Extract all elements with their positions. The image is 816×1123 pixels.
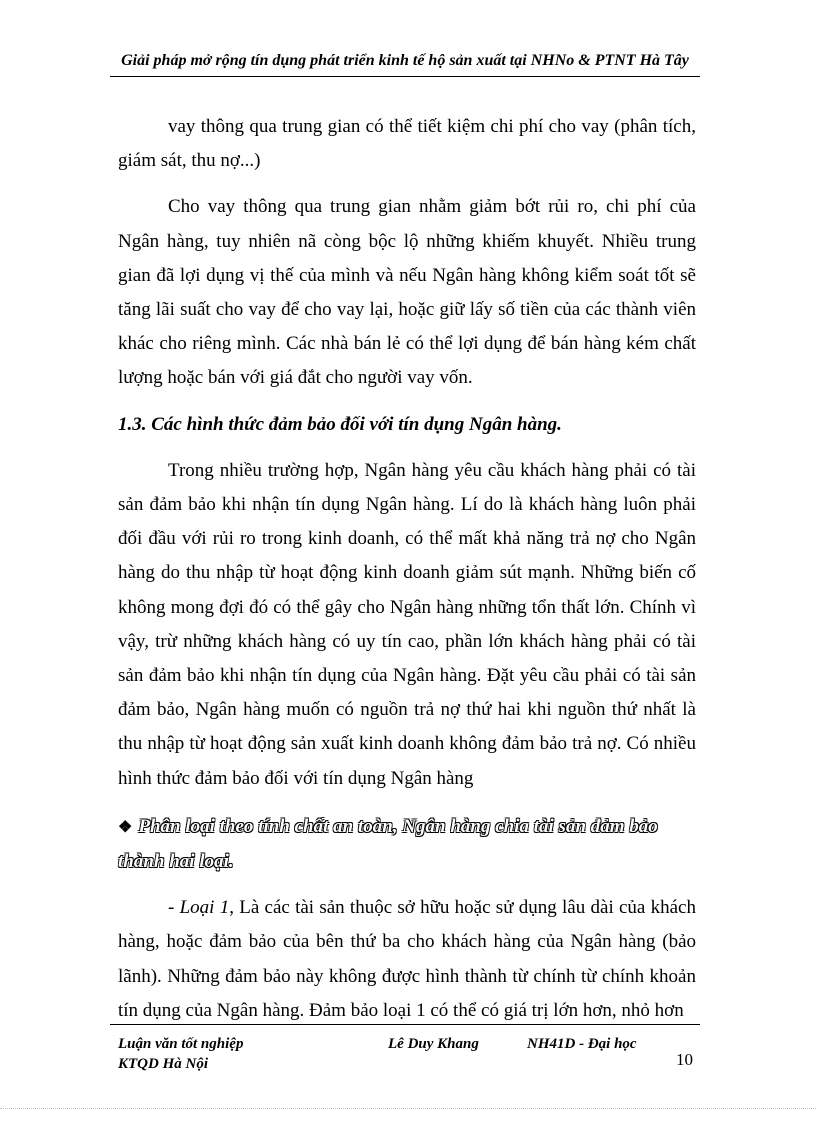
type-1-label: - Loại 1 (168, 897, 230, 919)
paragraph-4-text: , Là các tài sản thuộc sở hữu hoặc sử dụng lâu dài của khách hàng, hoặc đảm bảo của bên thứ ba cho khách hàng của Ngân hàng (bảo lãnh). Những đảm bảo này không được hình thành từ chính từ chính khoản tín dụng của Ngân hàng. Đảm bảo loại 1 có thể có giá trị lớn hơn, nhỏ hơn (118, 897, 696, 1021)
footer-rule (110, 1024, 700, 1025)
paragraph-2: Cho vay thông qua trung gian nhằm giảm bớt rủi ro, chi phí của Ngân hàng, tuy nhiên nã còng bộc lộ những khiếm khuyết. Nhiều trung gian đã lợi dụng vị thế của mình và nếu Ngân hàng không kiểm soát tốt sẽ tăng lãi suất cho vay để cho vay lại, hoặc giữ lấy số tiền của các thành viên khác cho riêng mình. Các nhà bán lẻ có thể lợi dụng để bán hàng kém chất lượng hoặc bán với giá đắt cho người vay vốn. (118, 196, 696, 389)
bullet-heading-text: Phân loại theo tính chất an toàn, Ngân hàng chia tài sản đảm bảo thành hai loại. (118, 815, 658, 873)
paragraph-4 (118, 891, 696, 1028)
page-header-title: Giải pháp mở rộng tín dụng phát triển kinh tế hộ sản xuất tại NHNo & PTNT Hà Tây (121, 52, 689, 69)
paragraph-3: Trong nhiều trường hợp, Ngân hàng yêu cầu khách hàng phải có tài sản đảm bảo khi nhận tín dụng Ngân hàng. Lí do là khách hàng luôn phải đối đầu với rủi ro trong kinh doanh, có thể mất khả năng trả nợ cho Ngân hàng do thu nhập từ hoạt động kinh doanh giảm sút mạnh. Những biến cố không mong đợi đó có thể gây cho Ngân hàng những tổn thất lớn. Chính vì vậy, trừ những khách hàng có uy tín cao, phần lớn khách hàng phải có tài sản đảm bảo khi nhận tín dụng của Ngân hàng. Đặt yêu cầu phải có tài sản đảm bảo, Ngân hàng muốn có nguồn trả nợ thứ hai khi nguồn thứ nhất là thu nhập từ hoạt động sản xuất kinh doanh không đảm bảo trả nợ. Có nhiều hình thức đảm bảo đối với tín dụng Ngân hàng (118, 459, 696, 789)
footer-thesis-label: Luận văn tốt nghiệp (118, 1036, 244, 1052)
diamond-bullet-icon: ❖ (118, 818, 133, 836)
footer-left (118, 1034, 243, 1074)
page-body (118, 110, 696, 1028)
paragraph-1: vay thông qua trung gian có thể tiết kiệm chi phí cho vay (phân tích, giám sát, thu nợ...) (118, 116, 696, 172)
page-edge-divider (0, 1108, 816, 1109)
section-heading: 1.3. Các hình thức đảm bảo đối với tín dụng Ngân hàng. (118, 413, 562, 435)
footer-university-label: KTQD Hà Nội (118, 1056, 208, 1072)
header-rule (110, 76, 700, 77)
footer-class: NH41D - Đại học (527, 1036, 637, 1052)
footer-author: Lê Duy Khang (388, 1036, 479, 1052)
page-number: 10 (676, 1050, 693, 1069)
bullet-heading (118, 810, 696, 879)
